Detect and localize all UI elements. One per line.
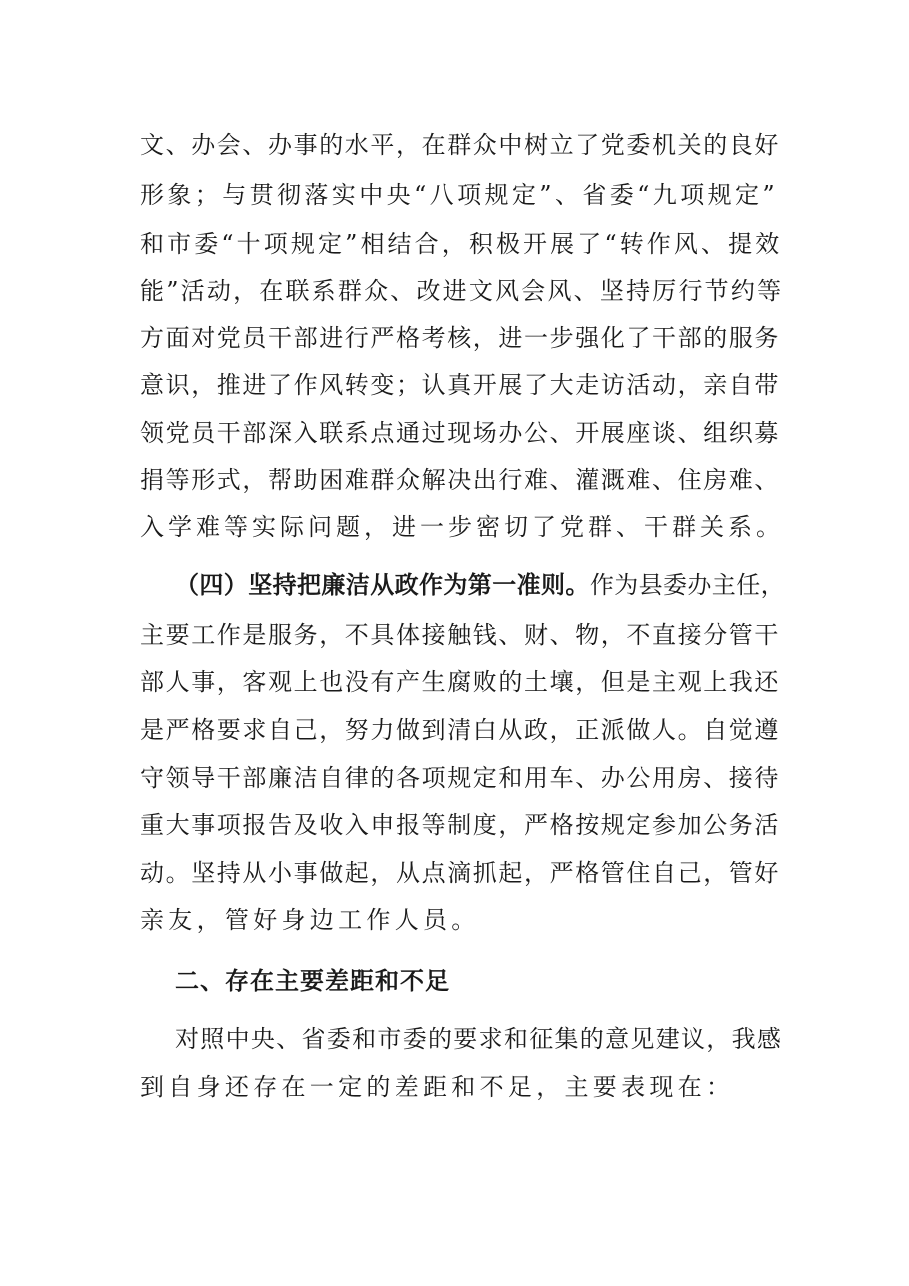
paragraph-line: 方面对党员干部进行严格考核，进一步强化了干部的服务 (140, 324, 780, 352)
paragraph-line: 守领导干部廉洁自律的各项规定和用车、办公用房、接待 (140, 764, 780, 792)
paragraph-line: 亲友，管好身边工作人员。 (140, 906, 480, 934)
paragraph-line: 入学难等实际问题，进一步密切了党群、干群关系。 (140, 513, 784, 541)
paragraph-line: 意识，推进了作风转变；认真开展了大走访活动，亲自带 (140, 371, 780, 399)
paragraph-line: 能”活动，在联系群众、改进文风会风、坚持厉行节约等 (140, 277, 784, 305)
paragraph-line: 部人事，客观上也没有产生腐败的土壤，但是主观上我还 (140, 668, 780, 696)
paragraph-line: 重大事项报告及收入申报等制度，严格按规定参加公务活 (140, 811, 780, 839)
paragraph-line: 文、办会、办事的水平，在群众中树立了党委机关的良好 (140, 131, 780, 159)
paragraph-text: 作为县委办主任， (589, 571, 786, 599)
paragraph-first-line: 对照中央、省委和市委的要求和征集的意见建议，我感 (175, 1025, 783, 1053)
paragraph-line: 领党员干部深入联系点通过现场办公、开展座谈、组织募 (140, 419, 780, 447)
paragraph-line: 捐等形式，帮助困难群众解决出行难、灌溉难、住房难、 (140, 466, 780, 494)
paragraph-first-line (175, 570, 785, 600)
paragraph-line: 形象；与贯彻落实中央“八项规定”、省委“九项规定” (140, 181, 779, 209)
paragraph-line: 和市委“十项规定”相结合，积极开展了“转作风、提效 (140, 230, 783, 258)
paragraph-line: 动。坚持从小事做起，从点滴抓起，严格管住自己，管好 (140, 859, 780, 887)
paragraph-line: 主要工作是服务，不具体接触钱、财、物，不直接分管干 (140, 621, 780, 649)
paragraph-line: 是严格要求自己，努力做到清白从政，正派做人。自觉遵 (140, 716, 780, 744)
subsection-heading: （四）坚持把廉洁从政作为第一准则。 (175, 571, 590, 599)
section-heading: 二、存在主要差距和不足 (175, 967, 450, 995)
paragraph-line: 到自身还存在一定的差距和不足，主要表现在： (140, 1073, 735, 1101)
